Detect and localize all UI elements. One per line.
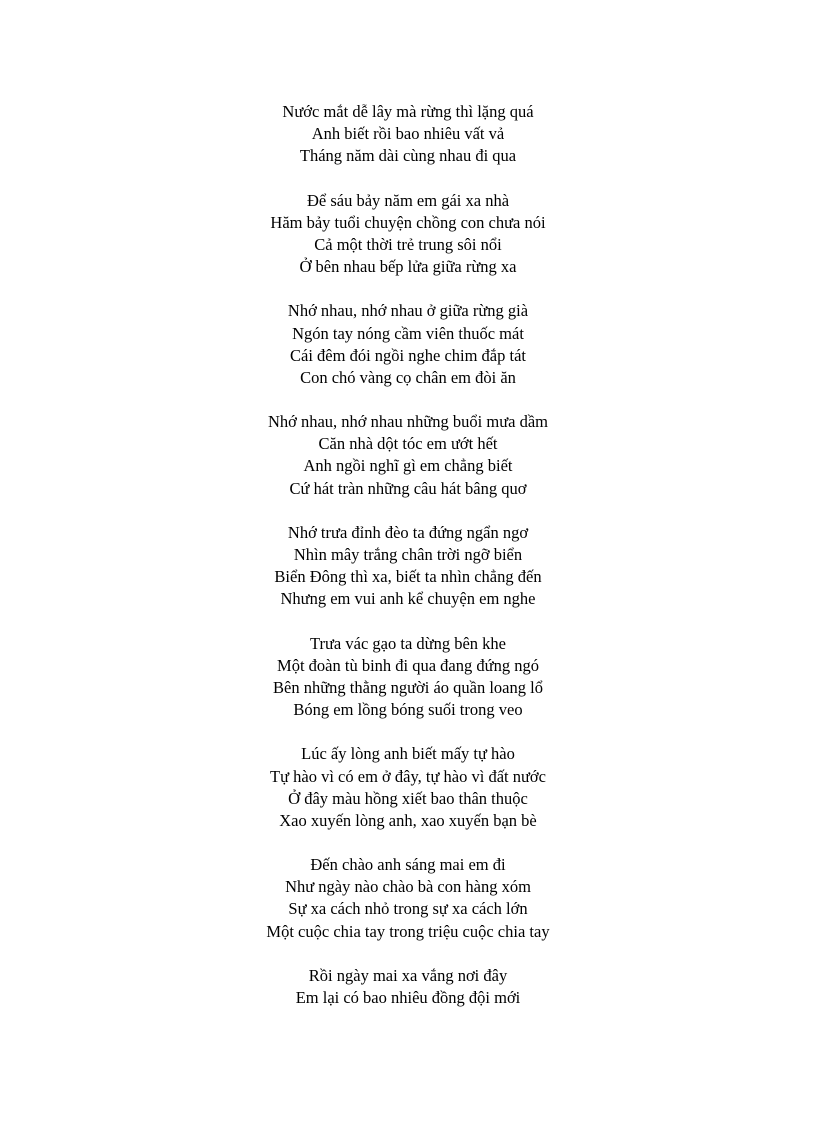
- poem-line: Bên những thằng người áo quần loang lổ: [273, 677, 543, 697]
- poem-line: Cái đêm đói ngồi nghe chim đắp tát: [290, 345, 526, 365]
- poem-line: Cả một thời trẻ trung sôi nổi: [314, 234, 502, 254]
- stanza: [0, 300, 816, 389]
- poem-line: Nhớ nhau, nhớ nhau những buổi mưa dầm: [267, 412, 549, 432]
- poem-line: Nhớ trưa đỉnh đèo ta đứng ngẩn ngơ: [287, 522, 529, 542]
- poem-line: Hăm bảy tuổi chuyện chồng con chưa nói: [270, 212, 546, 232]
- poem-line: Trưa vác gạo ta dừng bên khe: [310, 633, 506, 653]
- stanza: [0, 522, 816, 611]
- poem-line: Ở bên nhau bếp lửa giữa rừng xa: [299, 257, 517, 277]
- poem-line: Bóng em lồng bóng suối trong veo: [293, 700, 523, 720]
- poem-line: Lúc ấy lòng anh biết mấy tự hào: [301, 744, 515, 764]
- stanza: [0, 965, 816, 1009]
- poem-line: Cứ hát tràn những câu hát bâng quơ: [289, 478, 527, 498]
- poem-line: Nước mắt dễ lây mà rừng thì lặng quá: [282, 102, 534, 121]
- poem-line: Một đoàn tù binh đi qua đang đứng ngó: [277, 655, 539, 675]
- poem-line: Biển Đông thì xa, biết ta nhìn chẳng đến: [274, 567, 542, 587]
- poem-page: [0, 101, 816, 1031]
- poem-line: Một cuộc chia tay trong triệu cuộc chia tay: [266, 921, 550, 941]
- poem-line: Ngón tay nóng cầm viên thuốc mát: [292, 323, 524, 343]
- poem-line: Tháng năm dài cùng nhau đi qua: [299, 146, 517, 166]
- poem-line: Xao xuyến lòng anh, xao xuyến bạn bè: [279, 810, 537, 830]
- stanza: [0, 633, 816, 722]
- poem-line: Nhưng em vui anh kể chuyện em nghe: [280, 589, 536, 609]
- poem-line: Nhìn mây trắng chân trời ngỡ biển: [293, 545, 523, 564]
- poem-line: Con chó vàng cọ chân em đòi ăn: [300, 367, 516, 387]
- stanza: [0, 190, 816, 279]
- poem-line: Tự hào vì có em ở đây, tự hào vì đất nước: [270, 766, 546, 786]
- stanza: [0, 854, 816, 943]
- poem-line: Căn nhà dột tóc em ướt hết: [318, 434, 498, 454]
- poem-line: Em lại có bao nhiêu đồng đội mới: [295, 988, 521, 1007]
- poem-line: Ở đây màu hồng xiết bao thân thuộc: [288, 788, 528, 808]
- poem-line: Như ngày nào chào bà con hàng xóm: [285, 877, 531, 897]
- poem-line: Sự xa cách nhỏ trong sự xa cách lớn: [288, 899, 528, 919]
- poem-line: Nhớ nhau, nhớ nhau ở giữa rừng già: [287, 301, 529, 321]
- poem-line: Anh biết rồi bao nhiêu vất vả: [311, 124, 505, 144]
- stanza: [0, 101, 816, 168]
- poem-line: Anh ngồi nghĩ gì em chẳng biết: [303, 456, 513, 476]
- poem-line: Đến chào anh sáng mai em đi: [310, 855, 506, 875]
- stanza: [0, 743, 816, 832]
- poem-line: Để sáu bảy năm em gái xa nhà: [306, 190, 510, 210]
- poem-line: Rồi ngày mai xa vắng nơi đây: [308, 965, 508, 985]
- stanza: [0, 411, 816, 500]
